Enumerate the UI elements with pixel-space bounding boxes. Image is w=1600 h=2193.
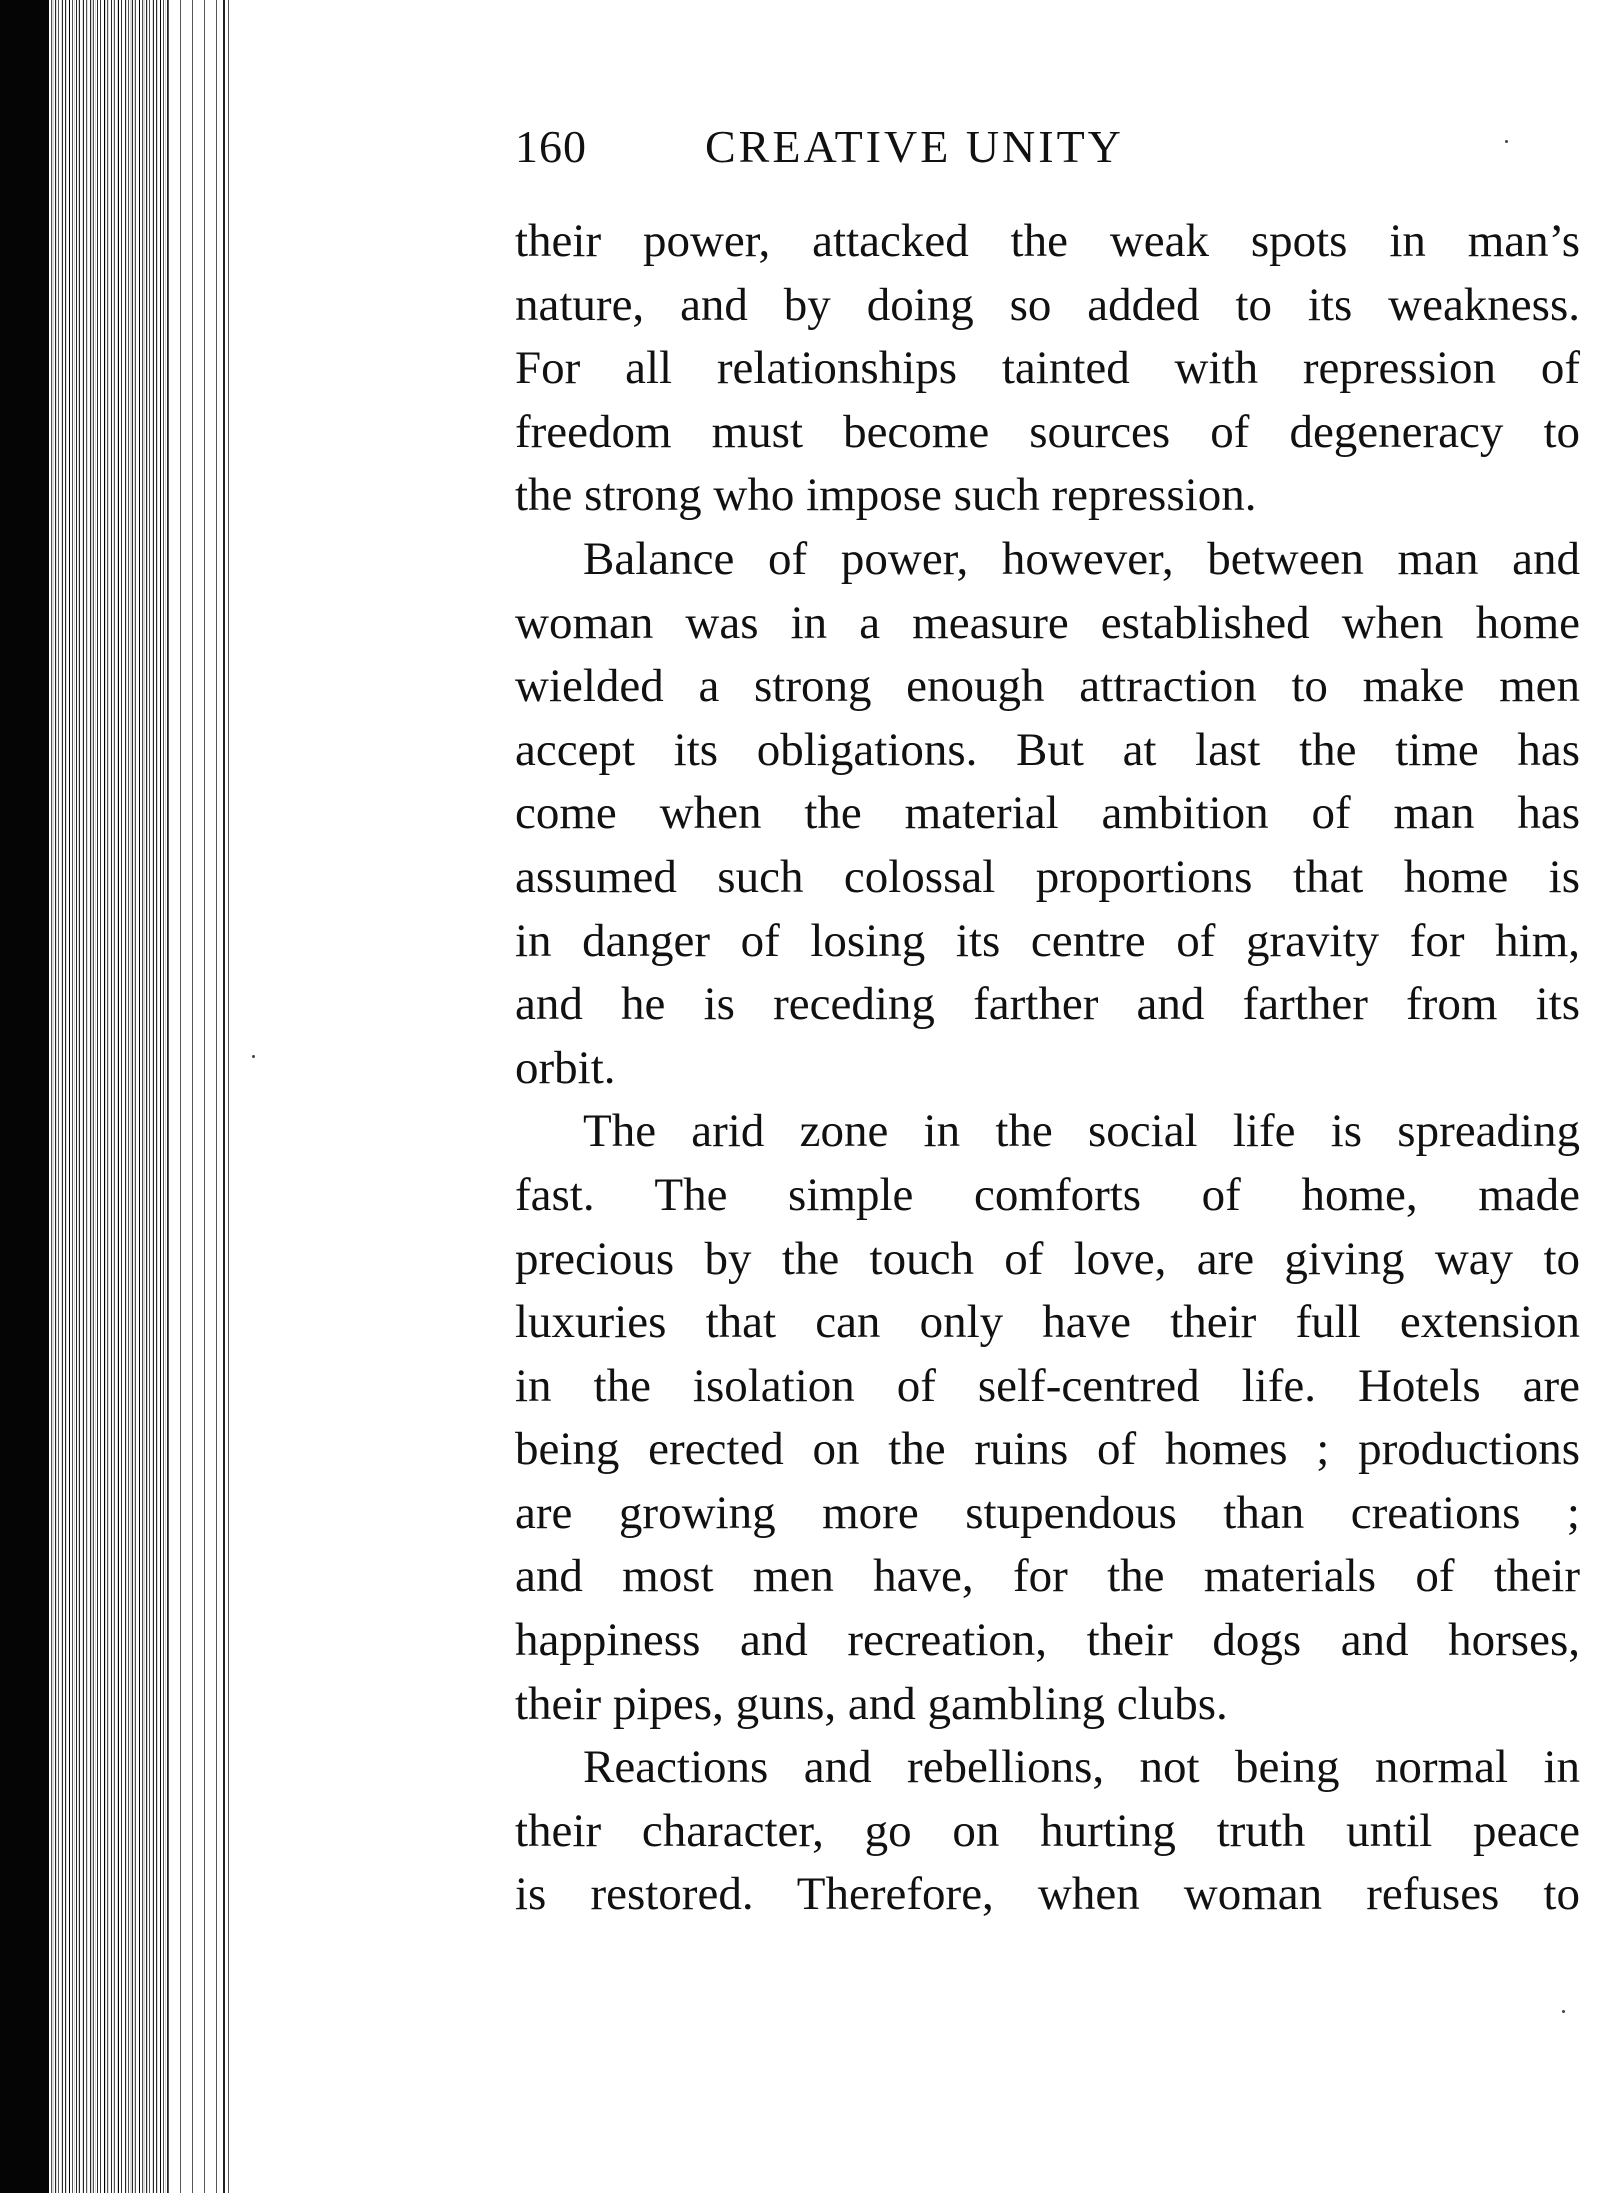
text-line: and most men have, for the materials of their <box>515 1550 1580 1603</box>
page-fold-line <box>223 0 225 2193</box>
page-number: 160 <box>515 121 587 172</box>
running-head <box>515 120 1580 210</box>
binding-edge <box>48 0 168 2193</box>
text-line: accept its obligations. But at last the time has <box>515 723 1580 776</box>
paragraph <box>515 1736 1580 1927</box>
text-line: in the isolation of self-centred life. Hotels are <box>515 1359 1580 1412</box>
text-line: assumed such colossal proportions that home is <box>515 850 1580 903</box>
text-line: precious by the touch of love, are giving way to <box>515 1232 1580 1285</box>
text-line: fast. The simple comforts of home, made <box>515 1168 1580 1221</box>
body-text <box>515 210 1580 1927</box>
text-line: in danger of losing its centre of gravity for him, <box>515 914 1580 967</box>
text-line: happiness and recreation, their dogs and horses, <box>515 1614 1580 1667</box>
text-line: luxuries that can only have their full extension <box>515 1296 1580 1349</box>
text-line: freedom must become sources of degeneracy to <box>515 405 1580 458</box>
paragraph <box>515 210 1580 528</box>
text-line: woman was in a measure established when home <box>515 596 1580 649</box>
text-line: For all relationships tainted with repression of <box>515 342 1580 395</box>
text-line: The arid zone in the social life is spreading <box>583 1105 1580 1158</box>
book-title: CREATIVE UNITY <box>705 121 1124 172</box>
text-line: their pipes, guns, and gambling clubs. <box>515 1677 1228 1730</box>
binding-shadow <box>0 0 48 2193</box>
text-line: wielded a strong enough attraction to make men <box>515 660 1580 713</box>
text-block <box>515 120 1580 1927</box>
text-line: orbit. <box>515 1041 616 1094</box>
text-line: is restored. Therefore, when woman refuses to <box>515 1868 1580 1921</box>
ink-speck <box>252 1055 255 1058</box>
text-line: nature, and by doing so added to its weakness. <box>515 278 1580 331</box>
text-line: their character, go on hurting truth until peace <box>515 1804 1580 1857</box>
paragraph <box>515 528 1580 1100</box>
text-line: and he is receding farther and farther from its <box>515 978 1580 1031</box>
text-line: their power, attacked the weak spots in man’s <box>515 215 1580 267</box>
paragraph <box>515 1100 1580 1736</box>
text-line: being erected on the ruins of homes ; productions <box>515 1423 1580 1476</box>
text-line: come when the material ambition of man has <box>515 787 1580 840</box>
text-line: are growing more stupendous than creations ; <box>515 1486 1580 1539</box>
ink-speck <box>1562 2010 1565 2013</box>
text-line: Balance of power, however, between man and <box>583 532 1580 585</box>
text-line: the strong who impose such repression. <box>515 469 1257 522</box>
text-line: Reactions and rebellions, not being normal in <box>583 1741 1580 1794</box>
